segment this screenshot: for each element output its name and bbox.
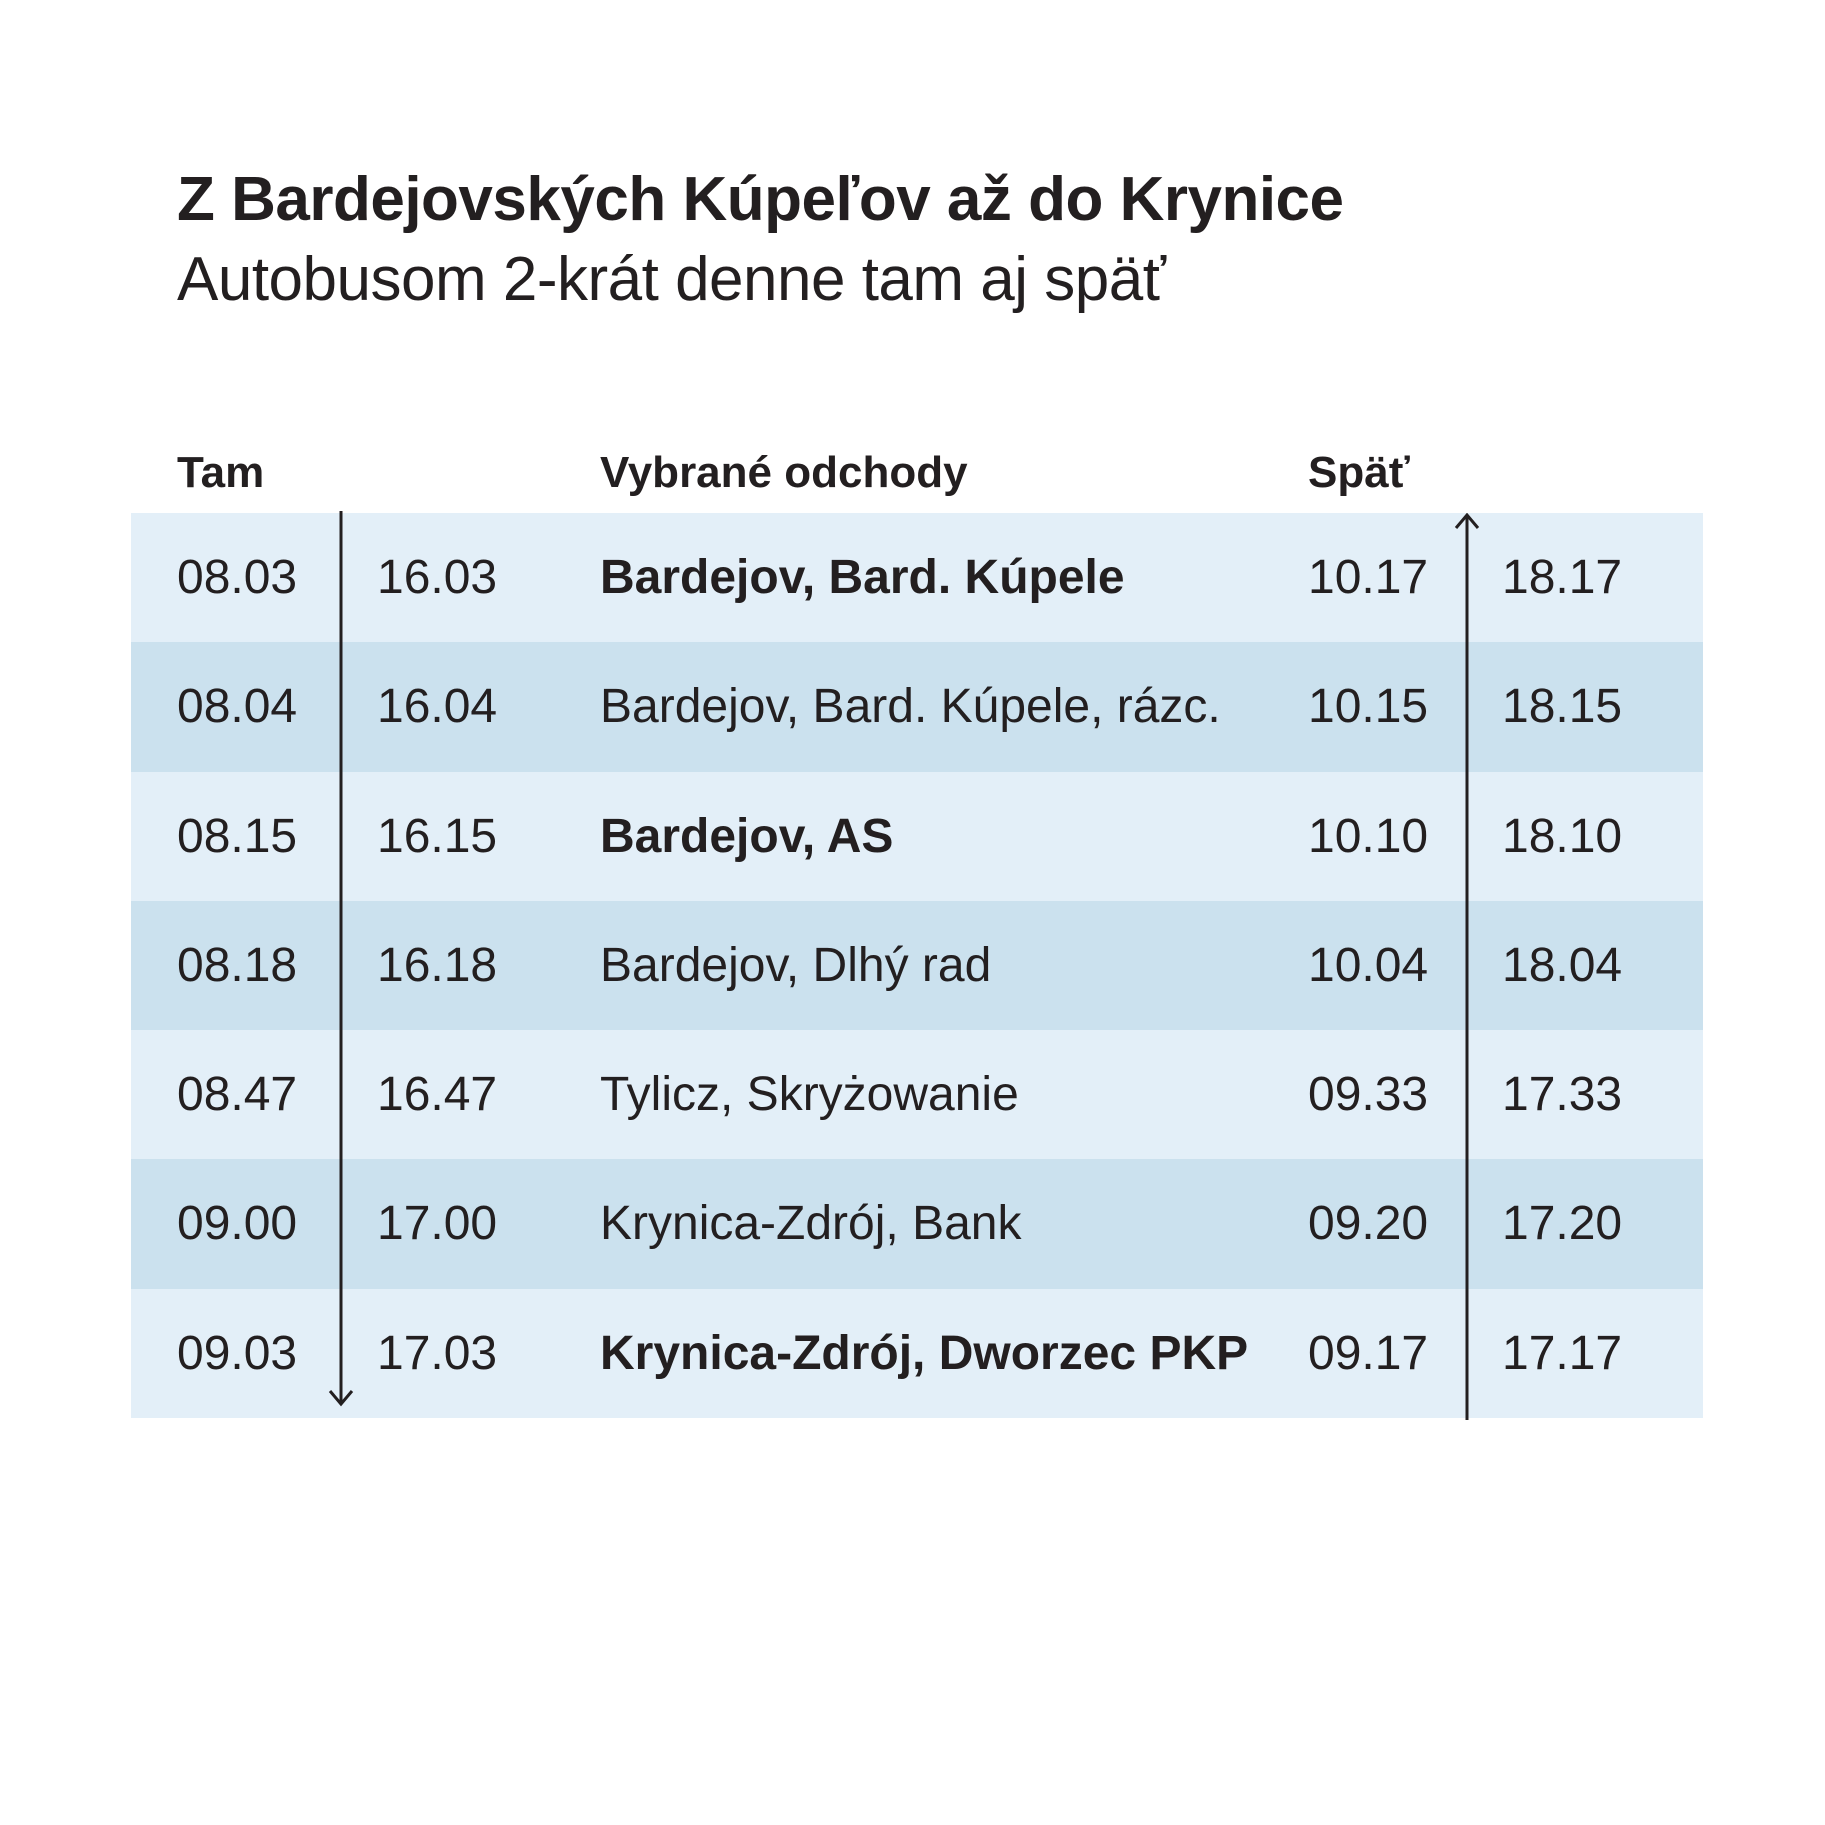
header-stops: Vybrané odchody — [600, 448, 968, 497]
page-subtitle: Autobusom 2-krát denne tam aj späť — [177, 245, 1166, 314]
header-tam: Tam — [177, 448, 265, 497]
spat-time-1: 10.15 — [1308, 680, 1429, 734]
tam-time-1: 09.03 — [177, 1326, 298, 1380]
stop-name: Bardejov, Dlhý rad — [600, 938, 992, 992]
stop-name: Krynica-Zdrój, Bank — [600, 1197, 1022, 1251]
spat-time-2: 18.17 — [1502, 551, 1623, 604]
spat-time-1: 10.04 — [1308, 938, 1429, 992]
stop-name: Krynica-Zdrój, Dworzec PKP — [600, 1326, 1249, 1380]
tam-time-2: 17.00 — [377, 1197, 498, 1251]
header-spat: Späť — [1308, 448, 1410, 497]
arrow-up-icon — [1452, 513, 1482, 1420]
tam-time-2: 16.18 — [377, 938, 498, 992]
spat-time-1: 10.17 — [1308, 551, 1429, 604]
spat-time-2: 17.17 — [1502, 1326, 1623, 1380]
spat-time-2: 18.15 — [1502, 680, 1623, 734]
spat-time-2: 17.20 — [1502, 1197, 1623, 1251]
tam-time-1: 08.04 — [177, 680, 298, 734]
spat-time-1: 09.33 — [1308, 1068, 1429, 1122]
tam-time-2: 16.47 — [377, 1068, 498, 1122]
stop-name: Bardejov, Bard. Kúpele — [600, 551, 1125, 604]
tam-time-2: 16.03 — [377, 551, 498, 604]
stop-name: Bardejov, AS — [600, 809, 894, 863]
spat-time-1: 10.10 — [1308, 809, 1429, 863]
tam-time-1: 08.15 — [177, 809, 298, 863]
page-title: Z Bardejovských Kúpeľov až do Krynice — [177, 165, 1344, 234]
tam-time-2: 16.04 — [377, 680, 498, 734]
spat-time-2: 17.33 — [1502, 1068, 1623, 1122]
tam-time-1: 08.18 — [177, 938, 298, 992]
stop-name: Bardejov, Bard. Kúpele, rázc. — [600, 680, 1221, 734]
tam-time-1: 09.00 — [177, 1197, 298, 1251]
tam-time-2: 17.03 — [377, 1326, 498, 1380]
tam-time-1: 08.47 — [177, 1068, 298, 1122]
spat-time-1: 09.20 — [1308, 1197, 1429, 1251]
stop-name: Tylicz, Skryżowanie — [600, 1068, 1019, 1122]
spat-time-1: 09.17 — [1308, 1326, 1429, 1380]
spat-time-2: 18.04 — [1502, 938, 1623, 992]
arrow-down-icon — [326, 511, 356, 1407]
tam-time-2: 16.15 — [377, 809, 498, 863]
tam-time-1: 08.03 — [177, 551, 298, 604]
spat-time-2: 18.10 — [1502, 809, 1623, 863]
